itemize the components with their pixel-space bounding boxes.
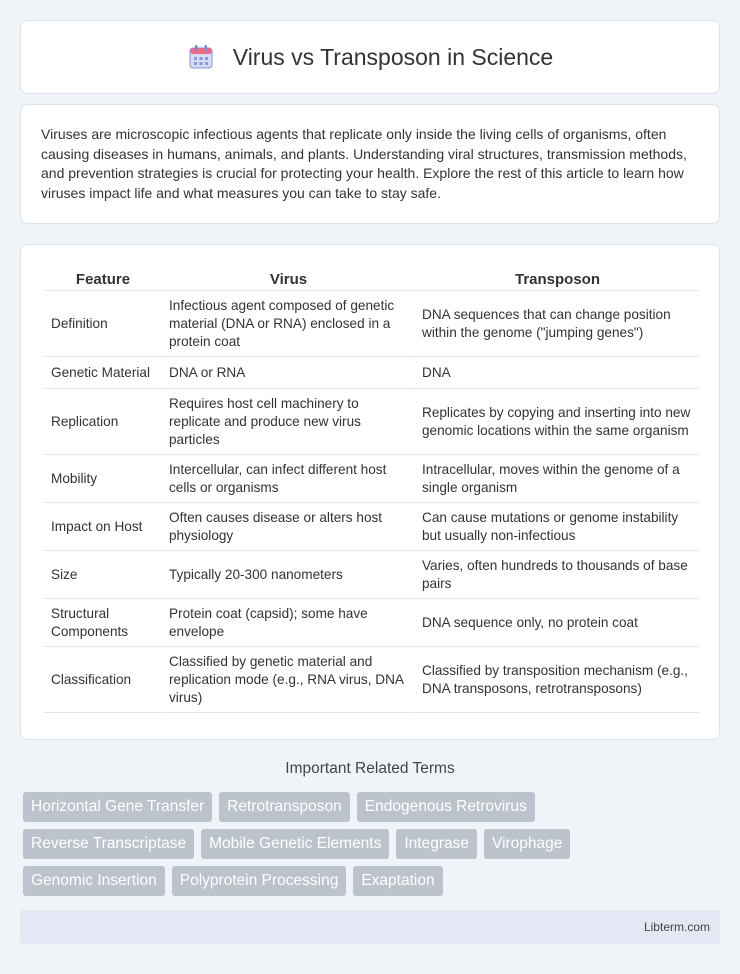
cell-feature: Replication [43,389,161,455]
tag-row [23,829,723,859]
related-term-tag[interactable]: Exaptation [353,866,442,896]
cell-feature: Mobility [43,455,161,503]
column-header-virus: Virus [161,265,414,291]
page-title: Virus vs Transposon in Science [232,43,554,70]
column-header-feature: Feature [43,265,161,291]
calendar-icon [187,43,215,71]
footer-link[interactable]: Libterm.com [643,920,710,934]
header-card [20,20,720,94]
related-term-tag[interactable]: Genomic Insertion [23,866,165,896]
cell-virus: Protein coat (capsid); some have envelope [161,599,414,647]
related-term-tag[interactable]: Reverse Transcriptase [23,829,194,859]
intro-text: Viruses are microscopic infectious agents that replicate only inside the living cells of organisms, often causing diseases in humans, animals, and plants. Understanding viral structures, transmission methods, and prevention strategies is crucial for protecting your health. Explore the rest of this article to learn how viruses impact life and what measures you can take to stay safe. [41,126,687,201]
cell-transposon: Replicates by copying and inserting into new genomic locations within the same organism [414,389,699,455]
cell-virus: Classified by genetic material and replication mode (e.g., RNA virus, DNA virus) [161,647,414,713]
related-term-tag[interactable]: Endogenous Retrovirus [357,792,535,822]
comparison-table-card [20,244,720,740]
table-row [43,455,699,503]
cell-feature: Size [43,551,161,599]
related-term-tag[interactable]: Horizontal Gene Transfer [23,792,212,822]
cell-transposon: DNA [414,357,699,389]
column-header-transposon: Transposon [414,265,699,291]
cell-transposon: Can cause mutations or genome instability but usually non-infectious [414,503,699,551]
intro-card [20,104,720,224]
comparison-table [43,265,699,713]
cell-virus: Requires host cell machinery to replicate and produce new virus particles [161,389,414,455]
cell-virus: Infectious agent composed of genetic material (DNA or RNA) enclosed in a protein coat [161,291,414,357]
footer [20,910,720,944]
cell-transposon: DNA sequences that can change position within the genome ("jumping genes") [414,291,699,357]
table-row [43,599,699,647]
related-term-tag[interactable]: Integrase [396,829,477,859]
table-row [43,291,699,357]
cell-virus: Typically 20-300 nanometers [161,551,414,599]
cell-virus: Intercellular, can infect different host cells or organisms [161,455,414,503]
related-term-tag[interactable]: Virophage [484,829,570,859]
related-term-tag[interactable]: Mobile Genetic Elements [201,829,389,859]
cell-transposon: DNA sequence only, no protein coat [414,599,699,647]
cell-virus: DNA or RNA [161,357,414,389]
cell-feature: Definition [43,291,161,357]
table-row [43,389,699,455]
cell-feature: Structural Components [43,599,161,647]
related-term-tag[interactable]: Retrotransposon [219,792,350,822]
table-row [43,647,699,713]
cell-virus: Often causes disease or alters host physiology [161,503,414,551]
table-row [43,551,699,599]
related-term-tag[interactable]: Polyprotein Processing [172,866,347,896]
table-row [43,503,699,551]
table-row [43,357,699,389]
related-terms-title: Important Related Terms [285,760,455,777]
cell-feature: Genetic Material [43,357,161,389]
related-terms-tags [23,792,723,903]
tag-row [23,866,723,896]
table-header-row [43,265,699,291]
cell-transposon: Varies, often hundreds to thousands of base pairs [414,551,699,599]
cell-feature: Impact on Host [43,503,161,551]
cell-transposon: Intracellular, moves within the genome of a single organism [414,455,699,503]
tag-row [23,792,723,822]
cell-transposon: Classified by transposition mechanism (e.g., DNA transposons, retrotransposons) [414,647,699,713]
cell-feature: Classification [43,647,161,713]
